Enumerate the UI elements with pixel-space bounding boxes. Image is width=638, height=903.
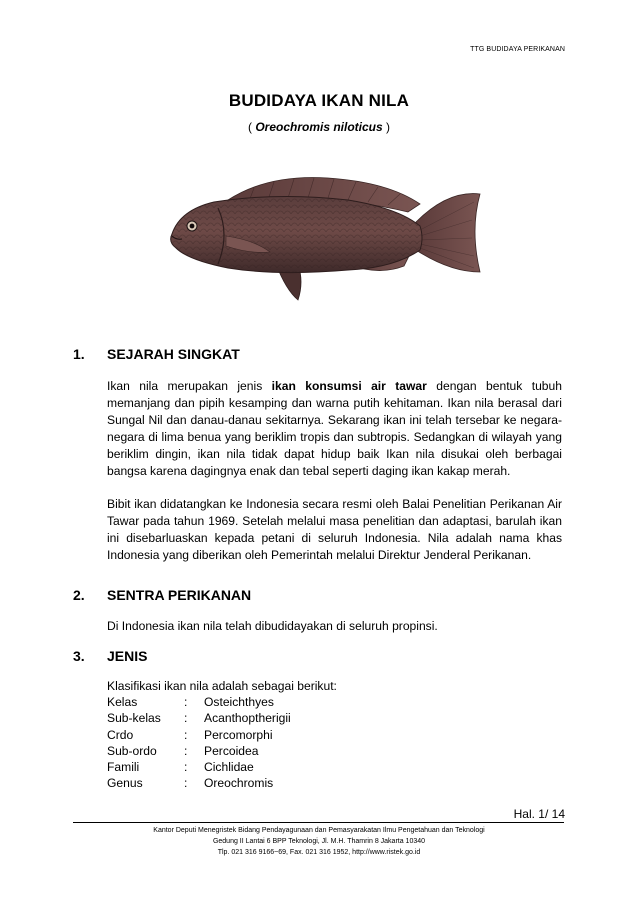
tilapia-photo	[158, 160, 484, 320]
section-1-paragraph-1	[107, 378, 562, 480]
classification-colon: :	[184, 776, 188, 791]
classification-row	[107, 694, 337, 710]
document-subtitle	[0, 120, 638, 134]
classification-colon: :	[184, 760, 188, 775]
classification-value: Percomorphi	[204, 727, 273, 742]
subtitle-close-paren: )	[382, 120, 391, 134]
classification-colon: :	[184, 711, 188, 726]
classification-value: Oreochromis	[204, 776, 274, 791]
classification-row	[107, 727, 337, 743]
section-3-number: 3.	[73, 648, 85, 664]
classification-value: Acanthoptherigii	[204, 711, 291, 726]
classification-key: Sub-kelas	[107, 711, 161, 726]
footer-line-1: Kantor Deputi Menegristek Bidang Pendayagunaan dan Pemasyarakatan Ilmu Pengetahuan dan Teknologi	[153, 827, 485, 834]
classification-colon: :	[184, 695, 188, 710]
classification-row	[107, 743, 337, 759]
section-2-title: SENTRA PERIKANAN	[107, 587, 252, 603]
classification-key: Crdo	[107, 727, 134, 742]
species-name: Oreochromis niloticus	[255, 120, 383, 134]
footer-line-2: Gedung II Lantai 6 BPP Teknologi, Jl. M.H. Thamrin 8 Jakarta 10340	[212, 838, 426, 845]
classification-value: Osteichthyes	[204, 695, 274, 710]
classification-key: Kelas	[107, 695, 138, 710]
section-1-title: SEJARAH SINGKAT	[107, 346, 240, 362]
classification-key: Famili	[107, 760, 140, 775]
footer-divider	[73, 822, 564, 823]
section-2-paragraph	[107, 618, 562, 635]
classification-colon: :	[184, 743, 188, 758]
classification-list	[107, 678, 337, 791]
classification-value: Cichlidae	[204, 760, 254, 775]
classification-row	[107, 775, 337, 791]
document-title: BUDIDAYA IKAN NILA	[228, 91, 410, 110]
section-2-number: 2.	[73, 587, 85, 603]
footer-line-3: Tlp. 021 316 9166~69, Fax. 021 316 1952, http://www.ristek.go.id	[217, 849, 421, 856]
classification-row	[107, 710, 337, 726]
classification-intro: Klasifikasi ikan nila adalah sebagai berikut:	[107, 679, 337, 693]
classification-key: Genus	[107, 776, 143, 791]
classification-row	[107, 759, 337, 775]
paragraph-text: dengan bentuk tubuh memanjang dan pipih kesamping dan warna putih kehitaman. Ikan nila berasal dari Sungal Nil dan danau-danau sekitarnya. Sekarang ikan ini telah tersebar ke negara-negara di lima benua yang beriklim tropis dan subtropis. Sedangkan di wilayah yang beriklim dingin, ikan nila tidak dapat hidup baik Ikan nila disukai oleh berbagai bangsa karena dagingnya enak dan tebal seperti daging ikan kakap merah.	[107, 379, 562, 478]
running-header: TTG BUDIDAYA PERIKANAN	[470, 46, 565, 53]
classification-colon: :	[184, 727, 188, 742]
paragraph-text: Di Indonesia ikan nila telah dibudidayakan di seluruh propinsi.	[107, 619, 438, 633]
paragraph-text: Bibit ikan didatangkan ke Indonesia secara resmi oleh Balai Penelitian Perikanan Air Tawar pada tahun 1969. Setelah melalui masa penelitian dan adaptasi, barulah ikan ini disebarluaskan kepada petani di seluruh Indonesia. Nila adalah nama khas Indonesia yang diberikan oleh Pemerintah melalui Direktur Jenderal Perikanan.	[107, 497, 562, 562]
section-1-paragraph-2	[107, 496, 562, 564]
paragraph-emphasis: ikan konsumsi air tawar	[271, 379, 427, 393]
page-number: Hal. 1/ 14	[513, 807, 565, 821]
paragraph-text: Ikan nila merupakan jenis	[107, 379, 272, 393]
classification-key: Sub-ordo	[107, 743, 157, 758]
section-3-title: JENIS	[107, 648, 148, 664]
subtitle-open-paren: (	[247, 120, 256, 134]
classification-value: Percoidea	[204, 743, 259, 758]
section-1-number: 1.	[73, 346, 85, 362]
